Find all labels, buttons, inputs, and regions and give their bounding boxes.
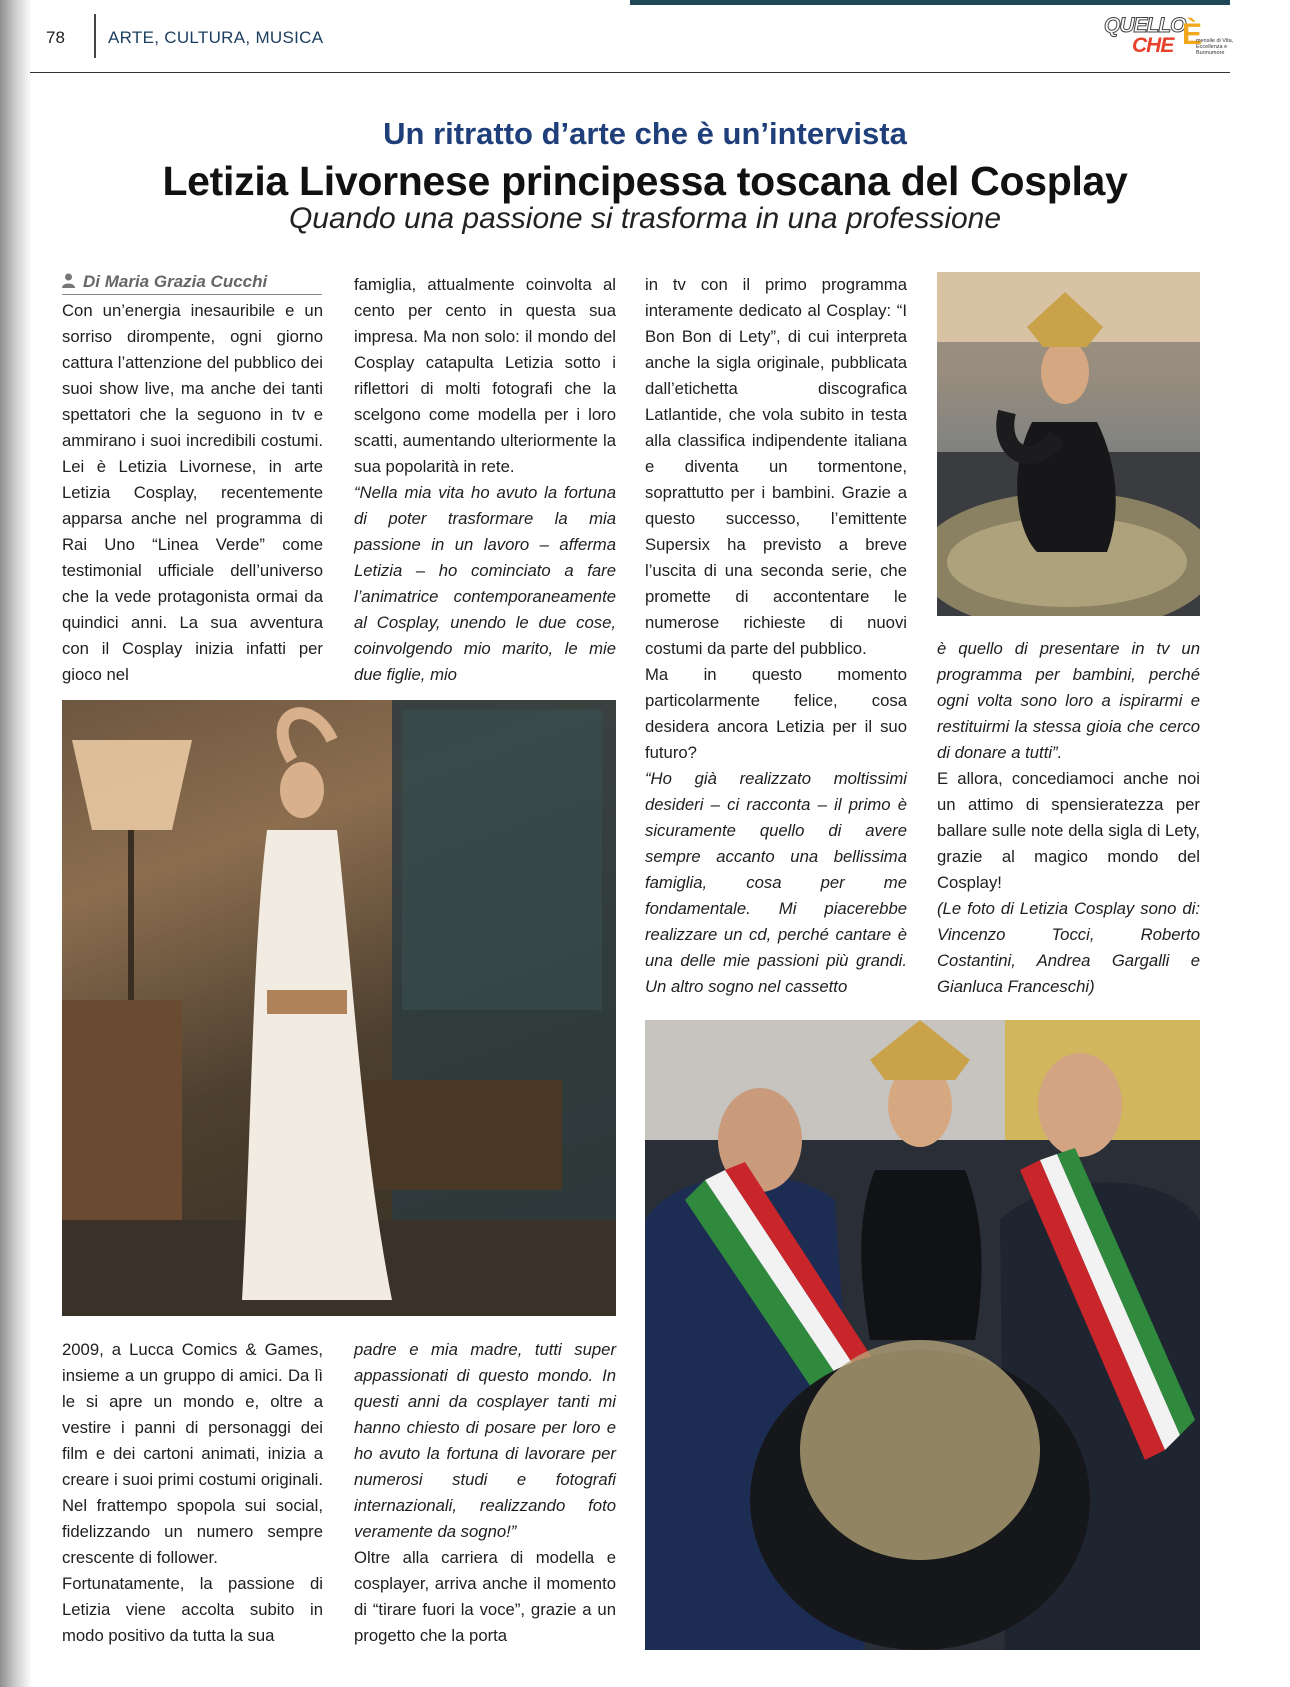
- author-name: Di Maria Grazia Cucchi: [83, 272, 268, 291]
- page-number: 78: [46, 28, 65, 47]
- article-title: Letizia Livornese principessa toscana del Cosplay: [162, 158, 1128, 204]
- person-icon: [62, 273, 75, 288]
- column-1-bottom: [62, 1337, 323, 1649]
- column-3: [645, 272, 907, 1000]
- photo-letizia-white-gown: [62, 700, 616, 1316]
- header-divider: [94, 14, 96, 58]
- column-1-top: [62, 298, 323, 688]
- body-paragraph: Oltre alla carriera di modella e cosplayer, arriva anche il momento di “tirare fuori la voce”, grazie a un progetto che la porta: [354, 1548, 616, 1645]
- body-paragraph: in tv con il primo programma interamente dedicato al Cosplay: “I Bon Bon di Lety”, di cui interpreta anche la sigla originale, pubblicata dall’etichetta discografica Latlantide, che vola subito in testa alla classifica indipendente italiana e diventa un tormentone, soprattutto per i bambini. Grazie a questo successo, l’emittente Supersix ha previsto a breve l’uscita di una seconda serie, che promette di accontentare le numerose richieste di nuovi costumi da parte del pubblico.: [645, 275, 907, 658]
- header-accent-bar: [630, 0, 1230, 5]
- body-paragraph: famiglia, attualmente coinvolta al cento per cento in questa sua impresa. Ma non solo: il mondo del Cosplay catapulta Letizia sotto i riflettori di molti fotografi che la scelgono come modella per i loro scatti, aumentando ulteriormente la sua popolarità in rete.: [354, 275, 616, 476]
- body-paragraph: E allora, concediamoci anche noi un attimo di spensieratezza per ballare sulle note della sigla di Lety, grazie al magico mondo del Cosplay!: [937, 769, 1200, 892]
- column-2-bottom: [354, 1337, 616, 1649]
- body-paragraph: Con un’energia inesauribile e un sorriso dirompente, ogni giorno cattura l’attenzione del pubblico dei suoi show live, ma anche dei tanti spettatori che la seguono in tv e ammirano i suoi incredibili costumi. Lei è Letizia Livornese, in arte Letizia Cosplay, recentemente apparsa anche nel programma di Rai Uno “Linea Verde” come testimonial ufficiale dell’universo che la vede protagonista ormai da quindici anni. La sua avventura con il Cosplay inizia infatti per gioco nel: [62, 301, 323, 684]
- article-kicker: Un ritratto d’arte che è un’intervista: [383, 116, 907, 151]
- photo-letizia-beach: [937, 272, 1200, 616]
- header-rule: [30, 72, 1230, 73]
- photo-letizia-with-mayors: [645, 1020, 1200, 1650]
- author-byline: [62, 272, 322, 295]
- section-label: ARTE, CULTURA, MUSICA: [108, 28, 324, 47]
- photo-credits: (Le foto di Letizia Cosplay sono di: Vincenzo Tocci, Roberto Costantini, Andrea Gargalli e Gianluca Franceschi): [937, 899, 1200, 996]
- quote-paragraph: “Ho già realizzato moltissimi desideri – ci racconta – il primo è sicuramente quello di avere sempre accanto una bellissima famiglia, cosa per me fondamentale. Mi piacerebbe realizzare un cd, perché cantare è una delle mie passioni più grandi. Un altro sogno nel cassetto: [645, 769, 907, 996]
- page-shadow-edge: [0, 0, 32, 1687]
- column-4: [937, 636, 1200, 1000]
- body-paragraph: Fortunatamente, la passione di Letizia viene accolta subito in modo positivo da tutta la sua: [62, 1574, 323, 1645]
- quote-paragraph: è quello di presentare in tv un programma per bambini, perché ogni volta sono loro a ispirarmi e restituirmi la stessa gioia che cerco di donare a tutti”.: [937, 639, 1200, 762]
- quote-paragraph: padre e mia madre, tutti super appassionati di questo mondo. In questi anni da cosplayer tanti mi hanno chiesto di posare per loro e ho avuto la fortuna di lavorare per numerosi studi e fotografi internazionali, realizzando foto veramente da sogno!”: [354, 1340, 616, 1541]
- column-2-top: [354, 272, 616, 688]
- article-subtitle: Quando una passione si trasforma in una professione: [288, 202, 1002, 235]
- quote-paragraph: “Nella mia vita ho avuto la fortuna di poter trasformare la mia passione in un lavoro – afferma Letizia – ho cominciato a fare l’animatrice contemporaneamente al Cosplay, unendo le due cose, coinvolgendo mio marito, le mie due figlie, mio: [354, 483, 616, 684]
- body-paragraph: 2009, a Lucca Comics & Games, insieme a un gruppo di amici. Da lì le si apre un mondo e, oltre a vestire i panni di personaggi dei film e dei cartoni animati, inizia a creare i suoi primi costumi originali. Nel frattempo spopola sui social, fidelizzando un numero sempre crescente di follower.: [62, 1340, 323, 1567]
- body-paragraph: Ma in questo momento particolarmente felice, cosa desidera ancora Letizia per il suo futuro?: [645, 665, 907, 762]
- magazine-logo: QUELLO CHE È mensile di Vita, Eccellenza e Buonumore: [1104, 14, 1234, 57]
